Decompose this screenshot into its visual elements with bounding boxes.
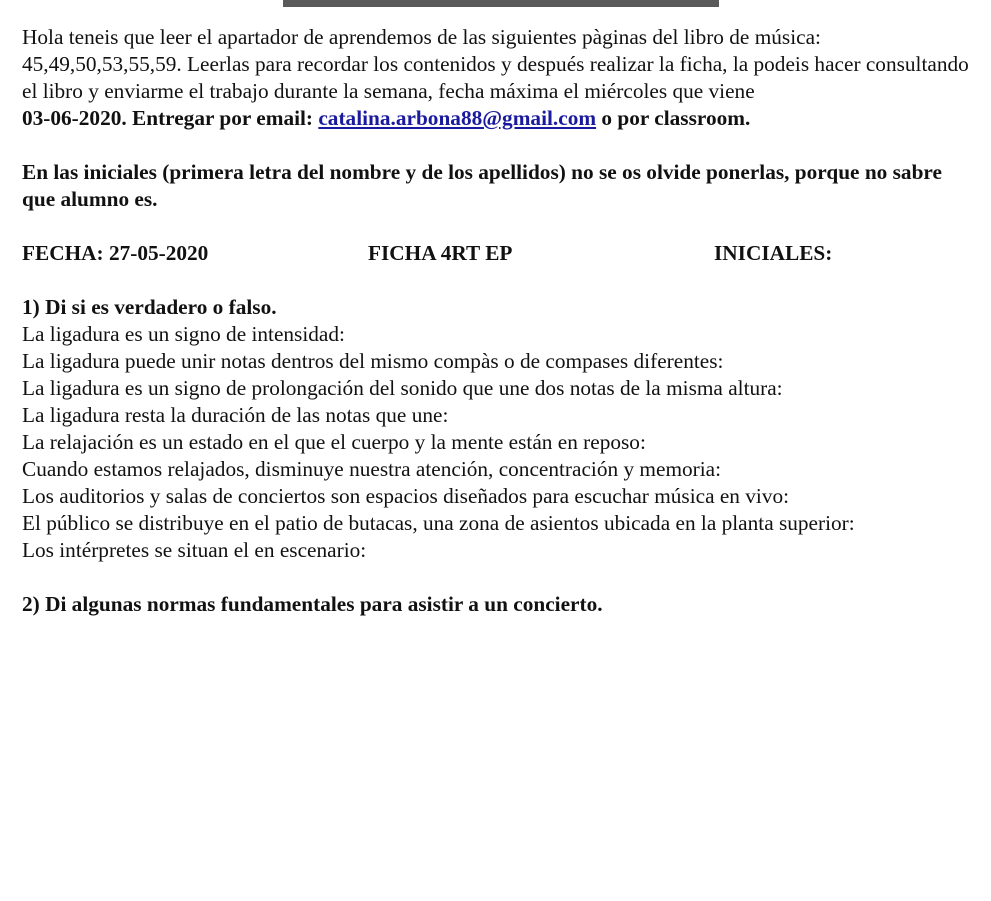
list-item: Los intérpretes se situan el en escenario: (22, 538, 367, 562)
list-item: Cuando estamos relajados, disminuye nuestra atención, concentración y memoria: (22, 457, 722, 481)
page-top-scrollbar (283, 0, 719, 7)
intro-text: Hola teneis que leer el apartador de aprendemos de las siguientes pàginas del libro de música: 45,49,50,53,55,59. Leerlas para recordar los contenidos y después realizar la ficha, la podeis hacer consultando el libro y enviarme el trabajo durante la semana, fecha máxima el miércoles que viene (22, 25, 969, 103)
initials-notice: En las iniciales (primera letra del nombre y de los apellidos) no se os olvide ponerlas, porque no sabre que alumno es. (22, 160, 942, 211)
deadline-text: 03-06-2020. Entregar por email: (22, 106, 314, 130)
date-label: FECHA: 27-05-2020 (22, 241, 209, 265)
list-item: La ligadura es un signo de intensidad: (22, 322, 345, 346)
initials-label: INICIALES: (714, 241, 833, 265)
worksheet-header (22, 240, 972, 267)
intro-paragraph (22, 24, 972, 132)
section2-title: 2) Di algunas normas fundamentales para asistir a un concierto. (22, 592, 603, 616)
document-page (22, 24, 972, 618)
worksheet-title: FICHA 4RT EP (368, 241, 513, 265)
list-item: La ligadura es un signo de prolongación del sonido que une dos notas de la misma altura: (22, 376, 783, 400)
list-item: Los auditorios y salas de conciertos son espacios diseñados para escuchar música en vivo: (22, 484, 790, 508)
true-false-list (22, 321, 972, 564)
email-link[interactable]: catalina.arbona88@gmail.com (318, 106, 597, 130)
list-item: La relajación es un estado en el que el cuerpo y la mente están en reposo: (22, 430, 646, 454)
list-item: La ligadura resta la duración de las notas que une: (22, 403, 449, 427)
section1-title: 1) Di si es verdadero o falso. (22, 295, 277, 319)
classroom-text: o por classroom. (601, 106, 751, 130)
list-item: El público se distribuye en el patio de butacas, una zona de asientos ubicada en la planta superior: (22, 511, 855, 535)
list-item: La ligadura puede unir notas dentros del mismo compàs o de compases diferentes: (22, 349, 724, 373)
